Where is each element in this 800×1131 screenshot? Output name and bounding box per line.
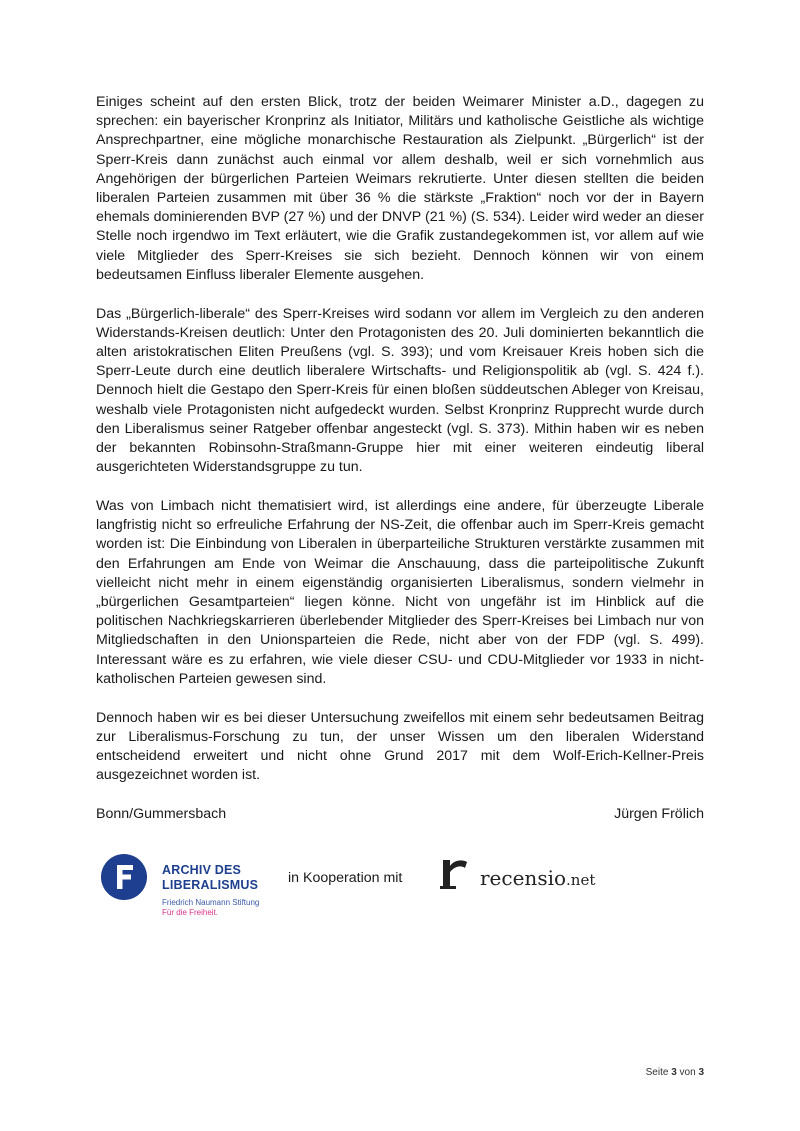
signature-author: Jürgen Frölich [614, 806, 704, 823]
article-body [96, 93, 704, 824]
signature-place: Bonn/Gummersbach [96, 806, 227, 823]
fnst-name: Friedrich Naumann Stiftung [162, 898, 260, 907]
logo-bar [100, 850, 620, 930]
paragraph-1: Einiges scheint auf den ersten Blick, trotz der beiden Weimarer Minister a.D., dagegen zu sprechen: ein bayerischer Kronprinz als Initiator, Militärs und katholische Geistliche als wichtige Ansprechpartner, eine mögliche monarchische Restauration als Zielpunkt. „Bürgerlich“ ist der Sperr-Kreis dann zunächst auch einmal vor allem deshalb, weil er sich vornehmlich aus Angehörigen der bürgerlichen Parteien Weimars rekrutierte. Unter diesen stellten die beiden liberalen Parteien zusammen mit über 36 % die stärkste „Fraktion“ noch vor der in Bayern ehemals dominierenden BVP (27 %) und der DNVP (21 %) (S. 534). Leider wird weder an dieser Stelle noch irgendwo im Text erläutert, wie die Grafik zustandegekommen ist, vor allem auf wie viele Mitglieder des Sperr-Kreises sie sich bezieht. Dennoch können wir von einem bedeutsamen Einfluss liberaler Elemente ausgehen. [96, 94, 704, 283]
archiv-liberalismus-logo-icon [100, 853, 148, 901]
cooperation-label: in Kooperation mit [288, 870, 403, 886]
recensio-r-icon [440, 856, 472, 890]
paragraph-4: Dennoch haben wir es bei dieser Untersuchung zweifellos mit einem sehr bedeutsamen Beitrag zur Liberalismus-Forschung zu tun, der unser Wissen um den liberalen Widerstand entscheidend erweitert und nicht ohne Grund 2017 mit dem Wolf-Erich-Kellner-Preis ausgezeichnet worden ist. [96, 709, 704, 784]
paragraph-3: Was von Limbach nicht thematisiert wird, ist allerdings eine andere, für überzeugte Liberale langfristig nicht so erfreuliche Erfahrung der NS-Zeit, die offenbar auch im Sperr-Kreis gemacht worden ist: Die Einbindung von Liberalen in überparteiliche Strukturen verstärkte zusammen mit den Erfahrungen am Ende von Weimar die Anschauung, dass die parteipolitische Zukunft vielleicht nicht mehr in einem eigenständig organisierten Liberalismus, sondern vielmehr in „bürgerlichen Gesamtparteien“ liegen könne. Nicht von ungefähr ist im Hinblick auf die politischen Nachkriegskarrieren überlebender Mitglieder des Sperr-Kreises bei Limbach nur von Mitgliedschaften in den Unionsparteien die Rede, nicht aber von der FDP (vgl. S. 499). Interessant wäre es zu erfahren, wie viele dieser CSU- und CDU-Mitglieder vor 1933 in nicht-katholischen Parteien gewesen sind. [96, 498, 704, 687]
page-number: Seite 3 von 3 [645, 1067, 704, 1078]
fnst-slogan: Für die Freiheit. [162, 908, 219, 917]
signature-line [96, 805, 704, 824]
paragraph-2: Das „Bürgerlich-liberale“ des Sperr-Kreises wird sodann vor allem im Vergleich zu den anderen Widerstands-Kreisen deutlich: Unter den Protagonisten des 20. Juli dominierten bekanntlich die alten aristokratischen Eliten Preußens (vgl. S. 393); und vom Kreisauer Kreis hoben sich die Sperr-Leute durch eine deutlich liberalere Wirtschafts- und Religionspolitik ab (vgl. S. 424 f.). Dennoch hielt die Gestapo den Sperr-Kreis für einen bloßen süddeutschen Ableger von Kreisau, weshalb viele Protagonisten nicht aufgedeckt wurden. Selbst Kronprinz Rupprecht wurde durch den Liberalismus seiner Ratgeber offenbar angesteckt (vgl. S. 373). Mithin haben wir es neben der bekannten Robinsohn-Straßmann-Gruppe hier mit einer weiteren eindeutig liberal ausgerichteten Widerstandsgruppe zu tun. [96, 305, 704, 476]
recensio-wordmark: recensio.net [480, 866, 596, 890]
archiv-liberalismus-title: ARCHIV DES LIBERALISMUS [162, 863, 259, 892]
